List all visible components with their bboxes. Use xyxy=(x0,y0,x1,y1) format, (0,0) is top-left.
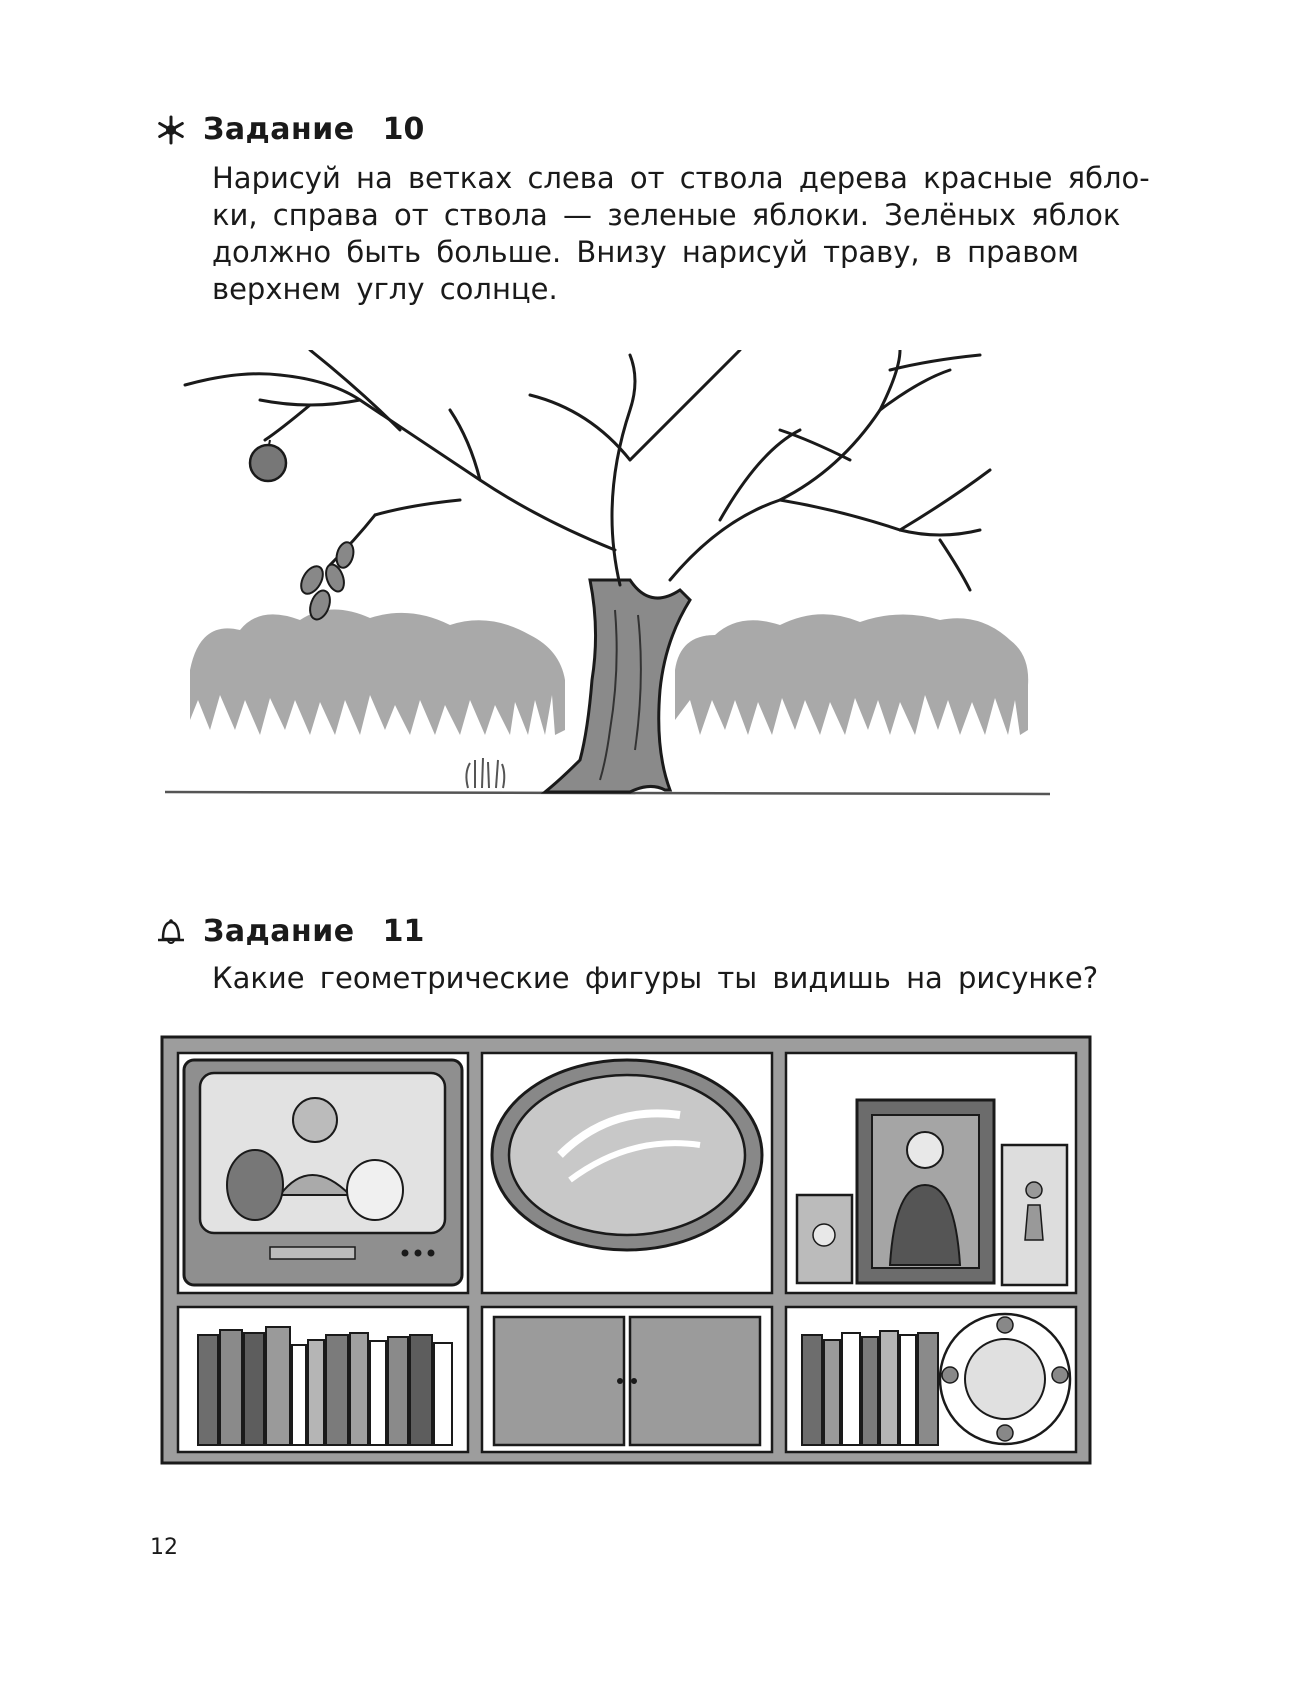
grass-tuft xyxy=(466,758,504,788)
task-number: 11 xyxy=(382,914,425,949)
bushes-right xyxy=(675,614,1028,735)
shelf-illustration xyxy=(160,1035,1100,1475)
task-label: Задание xyxy=(203,112,355,147)
instruction-line: Нарисуй на ветках слева от ствола дерева красные ябло- xyxy=(212,161,1150,195)
decorative-plate xyxy=(940,1314,1070,1444)
tree-branches xyxy=(185,350,990,590)
books-right xyxy=(802,1331,938,1445)
tree-illustration xyxy=(160,350,1140,820)
star-icon xyxy=(155,114,187,146)
task-11-heading xyxy=(155,914,424,949)
tv xyxy=(184,1060,462,1285)
task-10-instructions xyxy=(212,160,1168,308)
bushes-left xyxy=(190,609,565,735)
oval-mirror xyxy=(492,1060,762,1250)
task-11-question xyxy=(212,960,1168,997)
task-10-heading xyxy=(155,112,424,147)
apple xyxy=(250,440,286,481)
instruction-line: верхнем углу солнце. xyxy=(212,272,558,306)
bell-icon xyxy=(155,916,187,948)
instruction-line: ки, справа от ствола — зеленые яблоки. Зелёных яблок xyxy=(212,198,1121,232)
tree-trunk xyxy=(545,580,690,792)
task-label: Задание xyxy=(203,914,355,949)
leaves xyxy=(297,540,356,622)
books-left xyxy=(198,1327,452,1445)
question-line: Какие геометрические фигуры ты видишь на рисунке? xyxy=(212,961,1099,995)
instruction-line: должно быть больше. Внизу нарисуй траву, в правом xyxy=(212,235,1080,269)
task-number: 10 xyxy=(382,112,425,147)
page-number: 12 xyxy=(150,1535,178,1560)
